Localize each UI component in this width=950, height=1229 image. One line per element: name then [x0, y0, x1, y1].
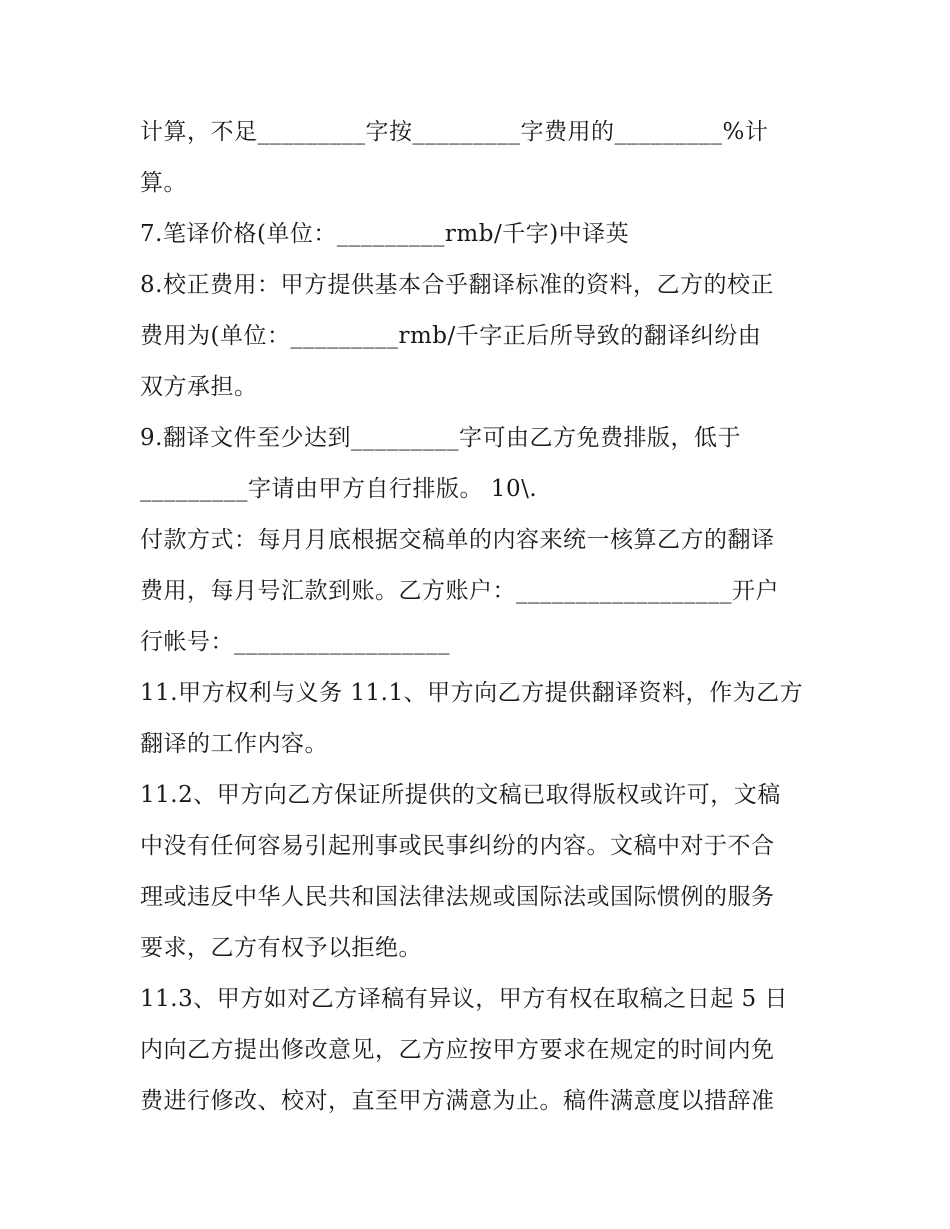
- text-line: _________字请由甲方自行排版。 10\.: [140, 476, 538, 502]
- text-line: 7.笔译价格(单位：_________rmb/千字)中译英: [140, 221, 630, 247]
- text-line: 11.3、甲方如对乙方译稿有异议，甲方有权在取稿之日起 5 日: [140, 986, 788, 1012]
- text-line: 费用为(单位：_________rmb/千字正后所导致的翻译纠纷由: [140, 323, 762, 349]
- text-line: 付款方式：每月月底根据交稿单的内容来统一核算乙方的翻译: [140, 527, 775, 553]
- text-line: 内向乙方提出修改意见，乙方应按甲方要求在规定的时间内免: [140, 1037, 775, 1063]
- text-line: 理或违反中华人民共和国法律法规或国际法或国际惯例的服务: [140, 884, 775, 910]
- text-line: 算。: [140, 170, 187, 196]
- text-line: 费用，每月号汇款到账。乙方账户：__________________开户: [140, 578, 779, 604]
- text-line: 要求，乙方有权予以拒绝。: [140, 935, 422, 961]
- text-line: 费进行修改、校对，直至甲方满意为止。稿件满意度以措辞准: [140, 1088, 775, 1114]
- text-line: 11.甲方权利与义务 11.1、甲方向乙方提供翻译资料，作为乙方: [140, 680, 804, 706]
- text-line: 双方承担。: [140, 374, 258, 400]
- document-body: [140, 107, 820, 1127]
- text-line: 8.校正费用：甲方提供基本合乎翻译标准的资料，乙方的校正: [140, 272, 774, 298]
- text-line: 11.2、甲方向乙方保证所提供的文稿已取得版权或许可，文稿: [140, 782, 781, 808]
- text-line: 行帐号：__________________: [140, 629, 450, 655]
- text-line: 9.翻译文件至少达到_________字可由乙方免费排版，低于: [140, 425, 741, 451]
- text-line: 计算，不足_________字按_________字费用的_________%计: [140, 119, 769, 145]
- text-line: 翻译的工作内容。: [140, 731, 328, 757]
- text-line: 中没有任何容易引起刑事或民事纠纷的内容。文稿中对于不合: [140, 833, 775, 859]
